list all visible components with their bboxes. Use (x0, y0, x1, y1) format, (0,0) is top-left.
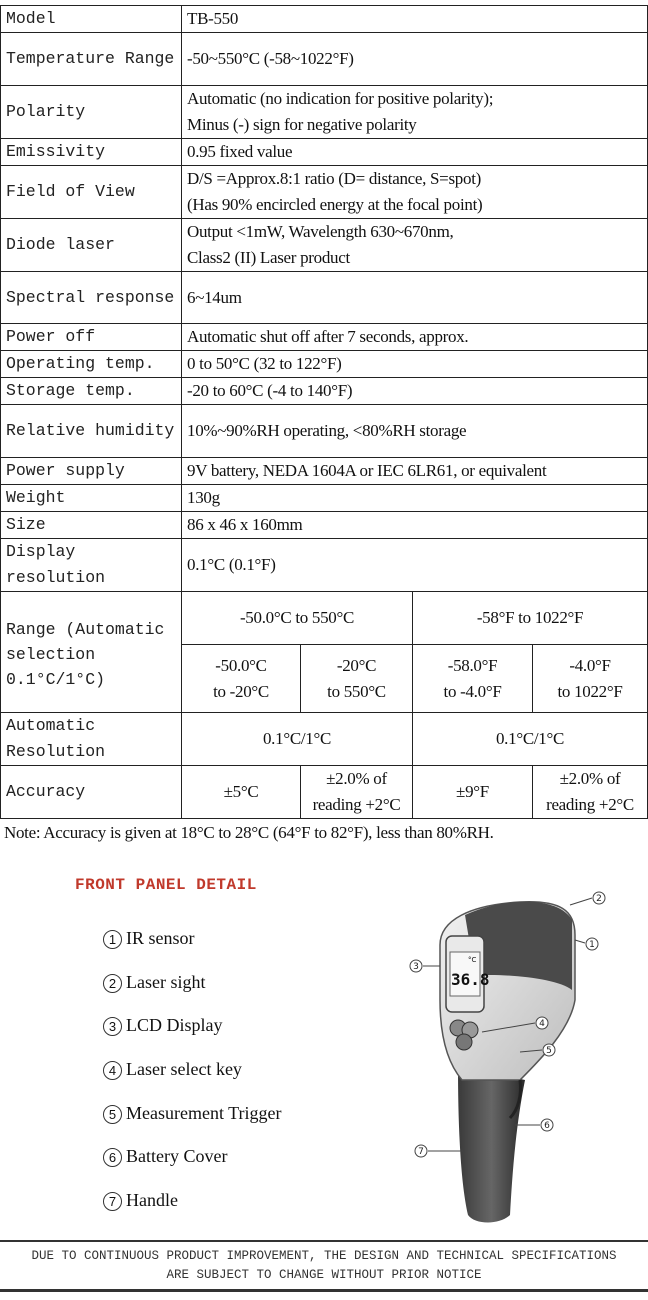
auto-resolution-fahrenheit: 0.1°C/1°C (413, 713, 648, 766)
spec-row (1, 166, 648, 219)
part-number: 6 (103, 1148, 122, 1167)
spec-row (1, 405, 648, 458)
svg-text:6: 6 (544, 1121, 550, 1131)
spec-row (1, 378, 648, 405)
accuracy-cell: ±5°C (182, 766, 301, 819)
accuracy-cell: ±9°F (413, 766, 533, 819)
front-panel-heading: FRONT PANEL DETAIL (75, 876, 257, 894)
spec-row (1, 351, 648, 378)
spec-label: Power supply (1, 458, 182, 485)
spec-label: Diode laser (1, 219, 182, 272)
accuracy-note: Note: Accuracy is given at 18°C to 28°C (64°F to 82°F), less than 80%RH. (4, 823, 494, 842)
part-item (103, 928, 281, 972)
spec-value: 6~14um (182, 272, 648, 324)
spec-label: Field of View (1, 166, 182, 219)
part-number: 1 (103, 930, 122, 949)
svg-text:1: 1 (589, 940, 595, 950)
part-item (103, 1059, 281, 1103)
spec-value: 0 to 50°C (32 to 122°F) (182, 351, 648, 378)
spec-row (1, 219, 648, 272)
spec-value: 0.95 fixed value (182, 139, 648, 166)
range-label: Range (Automatic selection 0.1°C/1°C) (1, 592, 182, 713)
part-number: 7 (103, 1192, 122, 1211)
part-number: 3 (103, 1017, 122, 1036)
part-number: 2 (103, 974, 122, 993)
spec-value: 86 x 46 x 160mm (182, 512, 648, 539)
spec-label: Polarity (1, 86, 182, 139)
auto-resolution-row (1, 713, 648, 766)
part-label: Laser sight (126, 971, 206, 992)
spec-label: Temperature Range (1, 33, 182, 86)
spec-row (1, 86, 648, 139)
spec-label: Emissivity (1, 139, 182, 166)
handle-shape (458, 1065, 525, 1223)
auto-resolution-label: Automatic Resolution (1, 713, 182, 766)
footer-notice-line: ARE SUBJECT TO CHANGE WITHOUT PRIOR NOTICE (166, 1268, 482, 1282)
svg-text:2: 2 (596, 894, 602, 904)
spec-value: TB-550 (182, 6, 648, 33)
spec-value: 10%~90%RH operating, <80%RH storage (182, 405, 648, 458)
footer-notice-line: DUE TO CONTINUOUS PRODUCT IMPROVEMENT, THE DESIGN AND TECHNICAL SPECIFICATIONS (31, 1249, 617, 1263)
spec-table (0, 5, 648, 819)
lcd-unit: °C (468, 956, 477, 964)
range-section (1, 592, 648, 819)
spec-label: Relative humidity (1, 405, 182, 458)
accuracy-label: Accuracy (1, 766, 182, 819)
part-label: Measurement Trigger (126, 1102, 282, 1123)
spec-row (1, 458, 648, 485)
part-item (103, 972, 281, 1016)
spec-row (1, 539, 648, 592)
range-cell: -58.0°F to -4.0°F (413, 645, 533, 713)
spec-row (1, 512, 648, 539)
spec-value: -50~550°C (-58~1022°F) (182, 33, 648, 86)
spec-label: Spectral response (1, 272, 182, 324)
part-label: Battery Cover (126, 1146, 228, 1167)
spec-value: -20 to 60°C (-4 to 140°F) (182, 378, 648, 405)
svg-text:5: 5 (546, 1046, 552, 1056)
part-label: LCD Display (126, 1015, 223, 1036)
spec-value: Automatic shut off after 7 seconds, approx. (182, 324, 648, 351)
part-item (103, 1146, 281, 1190)
spec-label: Size (1, 512, 182, 539)
spec-row (1, 272, 648, 324)
part-item (103, 1015, 281, 1059)
spec-label: Weight (1, 485, 182, 512)
spec-row (1, 33, 648, 86)
part-item (103, 1103, 281, 1147)
svg-text:3: 3 (413, 962, 419, 972)
part-number: 5 (103, 1105, 122, 1124)
spec-row (1, 6, 648, 33)
part-number: 4 (103, 1061, 122, 1080)
footer-notice (0, 1247, 648, 1285)
range-cell: -50.0°C to -20°C (182, 645, 301, 713)
spec-label: Storage temp. (1, 378, 182, 405)
svg-text:7: 7 (418, 1147, 424, 1157)
spec-value: 130g (182, 485, 648, 512)
spec-row (1, 139, 648, 166)
auto-resolution-celsius: 0.1°C/1°C (182, 713, 413, 766)
part-item (103, 1190, 281, 1234)
thermometer-illustration (400, 880, 630, 1230)
spec-value: 9V battery, NEDA 1604A or IEC 6LR61, or equivalent (182, 458, 648, 485)
range-celsius-header: -50.0°C to 550°C (182, 592, 413, 645)
laser-select-key-3 (456, 1034, 472, 1050)
spec-value: 0.1°C (0.1°F) (182, 539, 648, 592)
part-label: Handle (126, 1190, 178, 1211)
spec-label: Power off (1, 324, 182, 351)
spec-body (1, 6, 648, 592)
spec-label: Display resolution (1, 539, 182, 592)
svg-text:4: 4 (539, 1019, 545, 1029)
spec-row (1, 485, 648, 512)
accuracy-row (1, 766, 648, 819)
footer-rule-top (0, 1240, 648, 1242)
part-label: Laser select key (126, 1059, 242, 1080)
spec-value: D/S =Approx.8:1 ratio (D= distance, S=spot) (Has 90% encircled energy at the focal point) (182, 166, 648, 219)
range-cell: -20°C to 550°C (301, 645, 413, 713)
front-panel-parts-list (103, 928, 281, 1234)
range-header-row (1, 592, 648, 645)
range-cell: -4.0°F to 1022°F (533, 645, 648, 713)
part-label: IR sensor (126, 928, 195, 948)
spec-value: Output <1mW, Wavelength 630~670nm, Class2 (II) Laser product (182, 219, 648, 272)
range-fahrenheit-header: -58°F to 1022°F (413, 592, 648, 645)
spec-value: Automatic (no indication for positive polarity); Minus (-) sign for negative polarity (182, 86, 648, 139)
footer-rule-bottom (0, 1289, 648, 1292)
spec-row (1, 324, 648, 351)
spec-label: Operating temp. (1, 351, 182, 378)
accuracy-cell: ±2.0% of reading +2°C (533, 766, 648, 819)
accuracy-cell: ±2.0% of reading +2°C (301, 766, 413, 819)
lcd-reading: 36.8 (451, 970, 490, 989)
spec-label: Model (1, 6, 182, 33)
